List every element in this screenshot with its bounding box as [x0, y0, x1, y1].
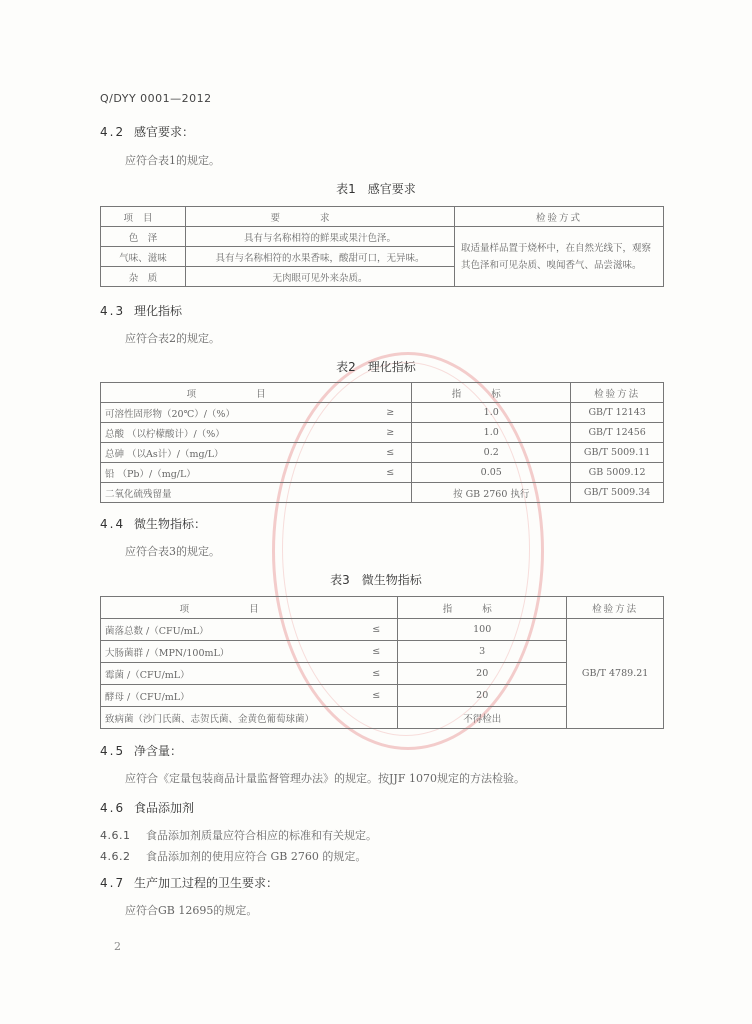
table-1-caption: 表1 感官要求 [336, 182, 416, 196]
section-title: 食品添加剂 [134, 801, 195, 815]
table-header: 检验方法 [567, 597, 664, 619]
section-number: 4.2 [100, 125, 126, 139]
table-3-caption: 表3 微生物指标 [330, 573, 422, 587]
table-cell-value: 20 [398, 663, 567, 685]
section-4-4-heading [100, 515, 206, 532]
table-cell-value: 按 GB 2760 执行 [412, 483, 571, 503]
table-cell-item: 气味、滋味 [101, 247, 186, 267]
table-cell-requirement: 无肉眼可见外来杂质。 [186, 267, 455, 287]
section-title: 生产加工过程的卫生要求： [134, 876, 279, 890]
table-cell-method: GB/T 12143 [571, 403, 664, 423]
table-header: 检验方式 [455, 207, 664, 227]
table-cell-item: 铅 （Pb）/（mg/L） [101, 463, 370, 483]
table-header: 项目 [101, 207, 186, 227]
table-cell-sign: ≤ [369, 443, 412, 463]
table-cell-item: 总酸 （以柠檬酸计）/（%） [101, 423, 370, 443]
section-4-2-heading [100, 123, 194, 140]
section-4-2-text: 应符合表1的规定。 [125, 154, 220, 167]
section-title: 微生物指标： [134, 517, 207, 531]
table-cell-item: 可溶性固形物（20℃）/（%） [101, 403, 370, 423]
table-cell-requirement: 具有与名称相符的鲜果或果汁色泽。 [186, 227, 455, 247]
table-cell-sign [369, 483, 412, 503]
page-number: 2 [114, 940, 121, 953]
table-cell-item: 二氧化硫残留量 [101, 483, 370, 503]
table-cell-item: 霉菌 /（CFU/mL） [101, 663, 356, 685]
table-cell-requirement: 具有与名称相符的水果香味，酸甜可口，无异味。 [186, 247, 455, 267]
section-4-7-heading [100, 874, 278, 891]
table-header: 项目 [101, 597, 398, 619]
section-4-6-heading [100, 799, 194, 816]
table-3-microbiological [100, 596, 664, 729]
section-title: 感官要求： [134, 125, 195, 139]
table-cell-method: GB/T 4789.21 [567, 619, 664, 729]
table-cell-sign: ≥ [369, 423, 412, 443]
section-4-4-text: 应符合表3的规定。 [125, 545, 220, 558]
table-cell-method: GB/T 5009.34 [571, 483, 664, 503]
table-cell-item: 色 泽 [101, 227, 186, 247]
clause-number: 4.6.2 [100, 850, 131, 863]
table-cell-sign: ≤ [355, 619, 398, 641]
table-cell-item: 菌落总数 /（CFU/mL） [101, 619, 356, 641]
table-cell-value: 0.2 [412, 443, 571, 463]
table-1-sensory [100, 206, 664, 287]
table-cell-sign: ≤ [355, 685, 398, 707]
section-title: 理化指标 [134, 304, 183, 318]
table-2-caption: 表2 理化指标 [336, 360, 416, 374]
table-header: 项目 [101, 383, 412, 403]
clause-4-6-1 [100, 827, 377, 843]
table-cell-item: 总砷 （以As计）/（mg/L） [101, 443, 370, 463]
table-cell-method: GB/T 12456 [571, 423, 664, 443]
section-4-3-text: 应符合表2的规定。 [125, 332, 220, 345]
table-cell-sign: ≤ [355, 641, 398, 663]
clause-number: 4.6.1 [100, 829, 131, 842]
table-cell-method: 取适量样品置于烧杯中，在自然光线下，观察其色泽和可见杂质、嗅闻香气、品尝滋味。 [455, 227, 664, 287]
section-number: 4.5 [100, 744, 126, 758]
table-cell-item: 致病菌（沙门氏菌、志贺氏菌、金黄色葡萄球菌） [101, 707, 398, 729]
table-cell-value: 20 [398, 685, 567, 707]
table-header: 指标 [398, 597, 567, 619]
section-number: 4.7 [100, 876, 126, 890]
section-4-7-text: 应符合GB 12695的规定。 [125, 904, 258, 917]
table-cell-value: 1.0 [412, 403, 571, 423]
table-header: 指标 [412, 383, 571, 403]
table-header: 要求 [186, 207, 455, 227]
table-cell-item: 大肠菌群 /（MPN/100mL） [101, 641, 356, 663]
clause-4-6-2 [100, 848, 366, 864]
table-cell-item: 杂 质 [101, 267, 186, 287]
table-cell-method: GB 5009.12 [571, 463, 664, 483]
section-4-5-text: 应符合《定量包装商品计量监督管理办法》的规定。按JJF 1070规定的方法检验。 [125, 772, 525, 785]
standard-code: Q/DYY 0001—2012 [100, 92, 212, 105]
section-number: 4.3 [100, 304, 126, 318]
table-header: 检验方法 [571, 383, 664, 403]
section-number: 4.6 [100, 801, 126, 815]
table-2-physicochemical [100, 382, 664, 503]
table-cell-value: 不得检出 [398, 707, 567, 729]
table-cell-method: GB/T 5009.11 [571, 443, 664, 463]
table-cell-value: 3 [398, 641, 567, 663]
table-cell-value: 100 [398, 619, 567, 641]
table-cell-sign: ≤ [355, 663, 398, 685]
section-number: 4.4 [100, 517, 126, 531]
clause-text: 食品添加剂的使用应符合 GB 2760 的规定。 [146, 850, 367, 863]
table-cell-item: 酵母 /（CFU/mL） [101, 685, 356, 707]
section-4-5-heading [100, 742, 182, 759]
section-title: 净含量： [134, 744, 183, 758]
section-4-3-heading [100, 302, 182, 319]
table-cell-value: 0.05 [412, 463, 571, 483]
clause-text: 食品添加剂质量应符合相应的标准和有关规定。 [146, 829, 377, 842]
table-cell-value: 1.0 [412, 423, 571, 443]
table-cell-sign: ≤ [369, 463, 412, 483]
table-cell-sign: ≥ [369, 403, 412, 423]
